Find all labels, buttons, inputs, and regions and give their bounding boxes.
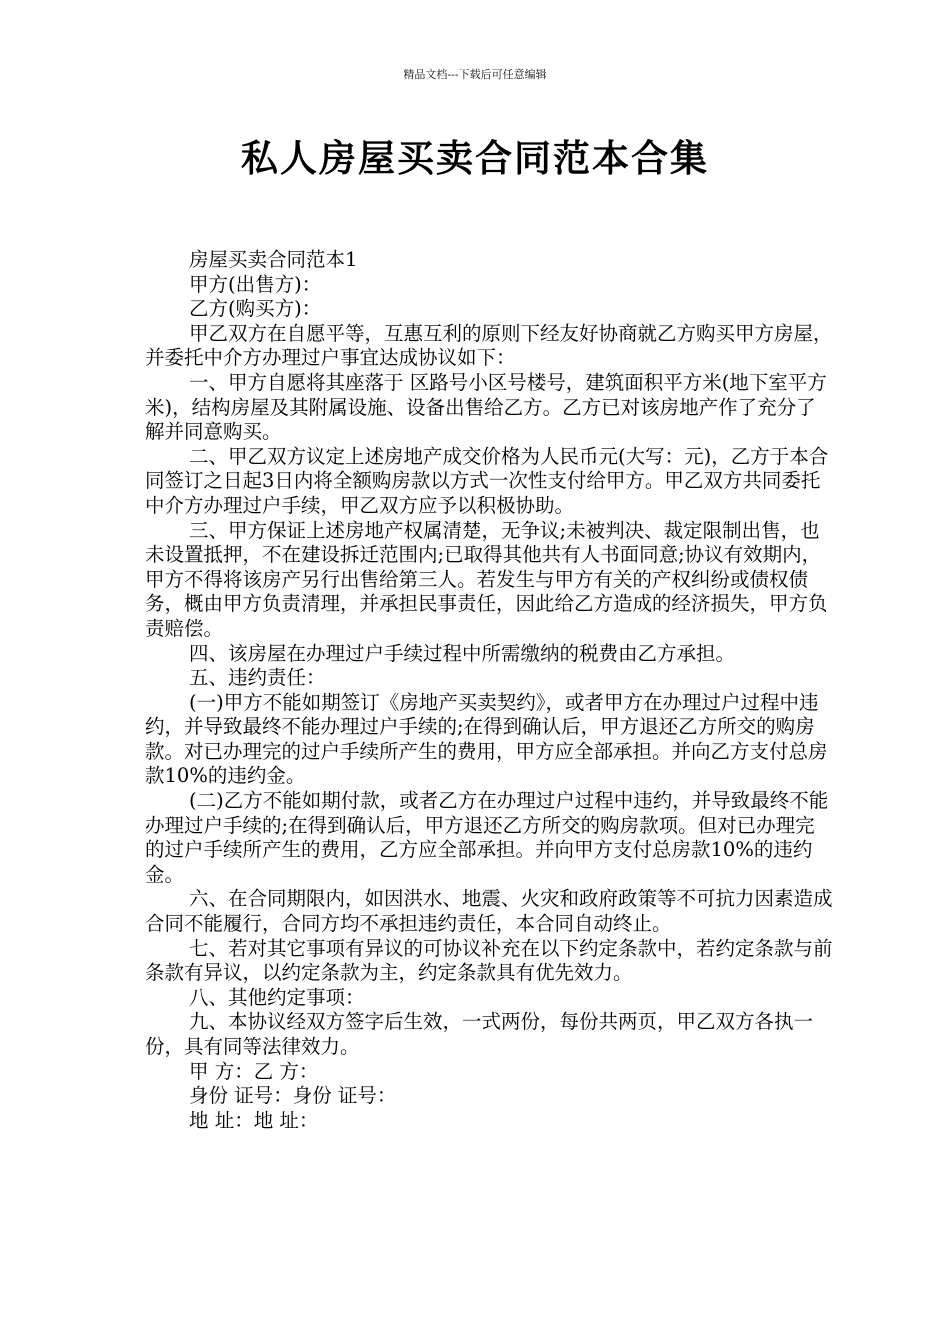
clause-9: 九、本协议经双方签字后生效，一式两份，每份共两页，甲乙双方各执一份，具有同等法律效力。 [145, 1010, 814, 1058]
header-note: 精品文档---下载后可任意编辑 [403, 68, 547, 81]
signature-parties-line: 甲 方：乙 方： [189, 1059, 319, 1083]
clause-5-heading: 五、违约责任： [189, 666, 326, 690]
clause-2: 二、甲乙双方议定上述房地产成交价格为人民币元(大写：元)，乙方于本合同签订之日起3日内将全额购房款以方式一次性支付给甲方。甲乙双方共同委托中介方办理过户手续，甲乙双方应予以积极协助。 [145, 444, 829, 517]
document-title: 私人房屋买卖合同范本合集 [241, 137, 709, 180]
clause-5-item-2: (二)乙方不能如期付款，或者乙方在办理过户过程中违约，并导致最终不能办理过户手续的;在得到确认后，甲方退还乙方所交的购房款项。但对已办理完的过户手续所产生的费用，乙方应全部承担。并向甲方支付总房款10%的违约金。 [145, 789, 829, 886]
section-heading: 房屋买卖合同范本1 [189, 248, 358, 271]
clause-6: 六、在合同期限内，如因洪水、地震、火灾和政府政策等不可抗力因素造成合同不能履行，合同方均不承担违约责任，本合同自动终止。 [145, 887, 833, 936]
clause-3: 三、甲方保证上述房地产权属清楚，无争议;未被判决、裁定限制出售，也未设置抵押，不在建设拆迁范围内;已取得其他共有人书面同意;协议有效期内，甲方不得将该房产另行出售给第三人。若发生与甲方有关的产权纠纷或债权债务，概由甲方负责清理，并承担民事责任，因此给乙方造成的经济损失，甲方负责赔偿。 [145, 518, 828, 640]
party-a-line: 甲方(出售方)： [189, 272, 322, 296]
clause-4: 四、该房屋在办理过户手续过程中所需缴纳的税费由乙方承担。 [189, 641, 736, 665]
clause-1: 一、甲方自愿将其座落于 区路号小区号楼号，建筑面积平方米(地下室平方米)，结构房屋及其附属设施、设备出售给乙方。乙方已对该房地产作了充分了解并同意购买。 [145, 370, 827, 444]
preamble-paragraph: 甲乙双方在自愿平等，互惠互利的原则下经友好协商就乙方购买甲方房屋，并委托中介方办理过户事宜达成协议如下： [145, 321, 833, 370]
party-b-line: 乙方(购买方)： [189, 297, 322, 321]
signature-id-line: 身份 证号：身份 证号： [189, 1084, 397, 1108]
contract-body [145, 248, 833, 1133]
clause-8: 八、其他约定事项： [189, 985, 365, 1009]
clause-7: 七、若对其它事项有异议的可协议补充在以下约定条款中，若约定条款与前条款有异议，以约定条款为主，约定条款具有优先效力。 [145, 936, 833, 985]
clause-5-item-1: (一)甲方不能如期签订《房地产买卖契约》，或者甲方在办理过户过程中违约，并导致最终不能办理过户手续的;在得到确认后，甲方退还乙方所交的购房款。对已办理完的过户手续所产生的费用，甲方应全部承担。并向乙方支付总房款10%的违约金。 [145, 690, 828, 788]
signature-address-line: 地 址：地 址： [189, 1108, 319, 1132]
